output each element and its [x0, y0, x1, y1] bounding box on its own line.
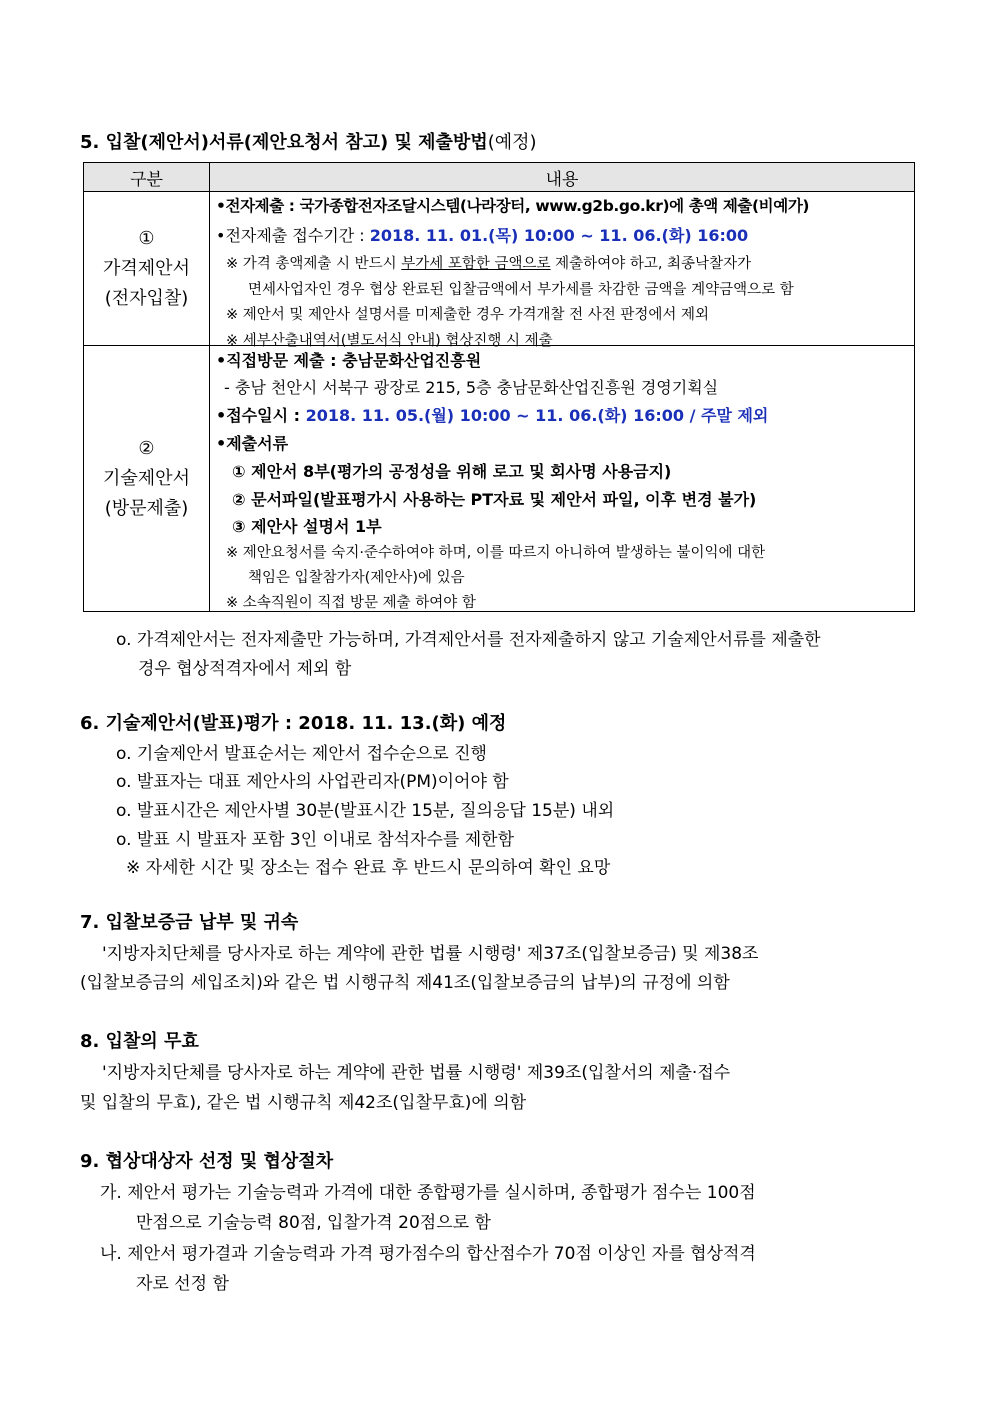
content-technical: •직접방문 제출 : 충남문화산업진흥원 - 충남 천안시 서북구 광장로 215, 5층 충남문화산업진흥원 경영기획실 •접수일시 : 2018. 11. 05.(월) 10:00 ~ 11. 06.(화) 16:00 / 주말 제외 •제출서류 ① 제안서 8부(평가의 공정성을 위해 로고 및 회사명 사용금지) ② 문서파일(발표평가시 사용하는 PT자료 및 제안서 파일, 이후 변경 불가) ③ 제안사 설명서 1부 ※ 제안요청서를 숙지·준수하여야 하며, 이를 따르지 아니하여 발생하는 불이익에 대한 책임은 입찰참가자(제안사)에 있음 ※ 소속직원이 직접 방문 제출 하여야 함 [210, 346, 915, 612]
category-price: ① 가격제안서 (전자입찰) [84, 192, 210, 346]
list-item: o. 발표자는 대표 제안사의 사업관리자(PM)이어야 함 [116, 772, 509, 792]
content-price: •전자제출 : 국가종합전자조달시스템(나라장터, www.g2b.go.kr)에 총액 제출(비예가) •전자제출 접수기간 : 2018. 11. 01.(목) 10:00 ~ 11. 06.(화) 16:00 ※ 가격 총액제출 시 반드시 부가세 포함한 금액으로 제출하여야 하고, 최종낙찰자가 면세사업자인 경우 협상 완료된 입찰금액에서 부가세를 차감한 금액을 계약금액으로 함 ※ 제안서 및 제안사 설명서를 미제출한 경우 가격개찰 전 사전 판정에서 제외 ※ 세부산출내역서(별도서식 안내) 협상진행 시 제출 [210, 192, 915, 346]
section-8-title: 8. 입찰의 무효 [80, 1031, 199, 1052]
table-row-technical [84, 346, 915, 612]
section-6-title: 6. 기술제안서(발표)평가 : 2018. 11. 13.(화) 예정 [80, 713, 507, 734]
category-technical: ② 기술제안서 (방문제출) [84, 346, 210, 612]
section-8-line-1: '지방자치단체를 당사자로 하는 계약에 관한 법률 시행령' 제39조(입찰서의 제출·접수 [102, 1063, 731, 1083]
list-item: o. 발표시간은 제안사별 30분(발표시간 15분, 질의응답 15분) 내외 [116, 801, 615, 821]
section-7-title: 7. 입찰보증금 납부 및 귀속 [80, 912, 299, 933]
header-content: 내용 [210, 163, 915, 192]
list-item: o. 기술제안서 발표순서는 제안서 접수순으로 진행 [116, 744, 487, 764]
section-7-line-1: '지방자치단체를 당사자로 하는 계약에 관한 법률 시행령' 제37조(입찰보증금) 및 제38조 [102, 944, 759, 964]
section-9-item-a-2: 만점으로 기술능력 80점, 입찰가격 20점으로 함 [136, 1213, 491, 1233]
section-8-line-2: 및 입찰의 무효), 같은 법 시행규칙 제42조(입찰무효)에 의함 [80, 1093, 527, 1113]
list-item: o. 발표 시 발표자 포함 3인 이내로 참석자수를 제한함 [116, 830, 514, 850]
section-9-item-a-1: 가. 제안서 평가는 기술능력과 가격에 대한 종합평가를 실시하며, 종합평가 점수는 100점 [100, 1183, 756, 1203]
section-5-title: 5. 입찰(제안서)서류(제안요청서 참고) 및 제출방법(예정) [80, 132, 537, 153]
header-category: 구분 [84, 163, 210, 192]
section-9-item-b-2: 자로 선정 함 [136, 1274, 229, 1294]
section-6-note: ※ 자세한 시간 및 장소는 접수 완료 후 반드시 문의하여 확인 요망 [126, 858, 611, 878]
table-row-price [84, 192, 915, 346]
price-note-line-2: 경우 협상적격자에서 제외 함 [138, 659, 352, 679]
section-9-item-b-1: 나. 제안서 평가결과 기술능력과 가격 평가점수의 합산점수가 70점 이상인 자를 협상적격 [100, 1244, 756, 1264]
section-7-line-2: (입찰보증금의 세입조치)와 같은 법 시행규칙 제41조(입찰보증금의 납부)의 규정에 의함 [80, 973, 730, 993]
section-9-title: 9. 협상대상자 선정 및 협상절차 [80, 1151, 334, 1172]
price-note-line-1: o. 가격제안서는 전자제출만 가능하며, 가격제안서를 전자제출하지 않고 기술제안서류를 제출한 [116, 630, 821, 650]
submission-table [83, 162, 915, 612]
table-header-row [84, 163, 915, 192]
